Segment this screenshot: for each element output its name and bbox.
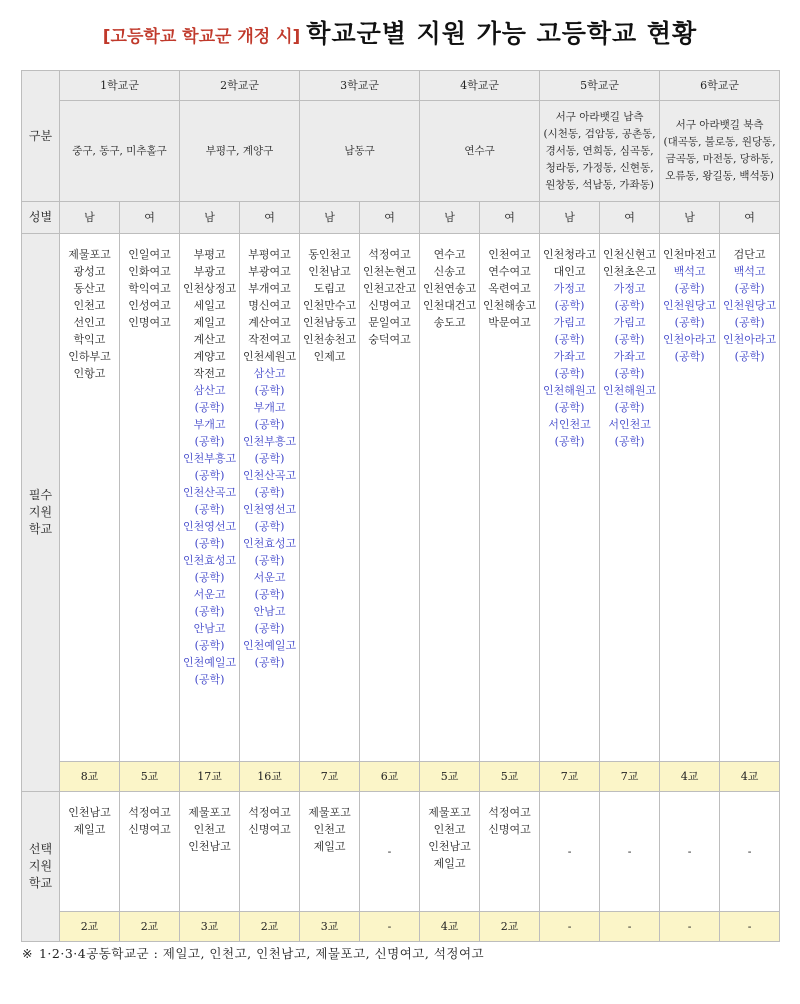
school-name: 부개고: [193, 418, 226, 431]
required-count: 7교: [600, 762, 660, 792]
school-name: (공학): [194, 639, 225, 652]
optional-school-cell: [120, 792, 180, 912]
school-name: (공학): [254, 384, 285, 397]
school-name: (공학): [614, 435, 645, 448]
required-count: 5교: [120, 762, 180, 792]
optional-school-cell: [540, 792, 600, 912]
school-name: (공학): [254, 520, 285, 533]
school-name: 연수고: [433, 248, 466, 261]
school-name: 인천고: [193, 823, 226, 836]
required-school-cell: [540, 234, 600, 762]
area-line: 부평구, 계양구: [205, 144, 274, 157]
school-name: 인천해원고: [603, 384, 657, 397]
gender-label: 성별: [22, 202, 60, 234]
gubun-label: 구분: [22, 71, 60, 202]
school-name: 부평여고: [248, 248, 291, 261]
school-name: (공학): [674, 282, 705, 295]
school-name: 연수여고: [488, 265, 531, 278]
school-name: 인항고: [73, 367, 106, 380]
school-name: -: [567, 845, 572, 858]
school-name: 가정고: [613, 282, 646, 295]
required-school-cell: [660, 234, 720, 762]
school-name: 인천아라고: [723, 333, 777, 346]
school-name: 박문여고: [488, 316, 531, 329]
school-name: (공학): [194, 537, 225, 550]
school-name: 학익고: [73, 333, 106, 346]
gender-male: 남: [60, 202, 120, 234]
page-title: [0, 14, 800, 50]
school-name: 부광고: [193, 265, 226, 278]
school-name: 백석고: [673, 265, 706, 278]
school-name: (공학): [194, 401, 225, 414]
optional-school-cell: [600, 792, 660, 912]
school-name: 부개여고: [248, 282, 291, 295]
school-name: -: [627, 845, 632, 858]
optional-count-row: [22, 912, 780, 942]
school-name: 삼산고: [253, 367, 286, 380]
school-name: 인천초은고: [603, 265, 657, 278]
gender-female: 여: [600, 202, 660, 234]
school-name: 선인고: [73, 316, 106, 329]
school-name: 문일여고: [368, 316, 411, 329]
required-count: 7교: [300, 762, 360, 792]
school-name: 인천산곡고: [182, 486, 237, 499]
area-line: 청라동, 가정동, 신현동,: [545, 161, 654, 174]
optional-count: 3교: [180, 912, 240, 942]
school-name: 석정여고: [488, 806, 531, 819]
school-name: (공학): [194, 673, 225, 686]
school-name: 인천고: [313, 823, 346, 836]
school-name: (공학): [254, 622, 285, 635]
required-count: 16교: [240, 762, 300, 792]
optional-schools-row: [22, 792, 780, 912]
school-name: (공학): [614, 401, 645, 414]
required-school-cell: [120, 234, 180, 762]
school-name: 인천해원고: [542, 384, 597, 397]
school-name: 인제고: [313, 350, 346, 363]
school-name: 인명여고: [128, 316, 171, 329]
required-label: 필수 지원 학교: [22, 234, 60, 792]
group-name: 6학교군: [660, 71, 780, 101]
title-main: 학교군별 지원 가능 고등학교 현황: [306, 19, 698, 48]
school-name: 부평고: [193, 248, 226, 261]
footnote: ※ 1·2·3·4공동학교군 : 제일고, 인천고, 인천남고, 제물포고, 신명여고, 석정여고: [22, 946, 485, 961]
school-name: 신명여고: [488, 823, 531, 836]
required-count: 6교: [360, 762, 420, 792]
optional-count: 2교: [480, 912, 540, 942]
required-school-cell: [720, 234, 780, 762]
gender-male: 남: [540, 202, 600, 234]
school-name: (공학): [194, 503, 225, 516]
area-line: 연수구: [464, 144, 495, 157]
school-name: 옥련여고: [488, 282, 531, 295]
school-name: (공학): [554, 299, 585, 312]
school-name: 동인천고: [308, 248, 351, 261]
school-name: 인천남고: [68, 806, 111, 819]
school-name: 안남고: [193, 622, 226, 635]
school-name: 광성고: [73, 265, 106, 278]
school-name: 부개고: [253, 401, 286, 414]
school-name: 인천남고: [188, 840, 231, 853]
school-name: (공학): [734, 316, 765, 329]
group-name-row: [22, 71, 780, 101]
school-name: 제물포고: [308, 806, 351, 819]
school-name: (공학): [734, 350, 765, 363]
school-name: 제일고: [313, 840, 346, 853]
school-name: 인천고: [73, 299, 106, 312]
optional-count: 4교: [420, 912, 480, 942]
school-name: 검단고: [733, 248, 766, 261]
area-line: (대곡동, 불로동, 원당동,: [663, 136, 776, 148]
school-name: 인천아라고: [663, 333, 717, 346]
optional-count: 2교: [60, 912, 120, 942]
gender-male: 남: [180, 202, 240, 234]
school-name: 가림고: [553, 316, 586, 329]
area-line: 금곡동, 마전동, 당하동,: [665, 153, 774, 165]
required-count: 5교: [480, 762, 540, 792]
school-name: 인천세원고: [242, 350, 297, 363]
school-name: 제일고: [193, 316, 226, 329]
school-name: (공학): [674, 316, 705, 329]
required-count-row: [22, 762, 780, 792]
school-name: 가정고: [553, 282, 586, 295]
school-name: 인천남고: [428, 840, 471, 853]
group-area: [420, 101, 540, 202]
school-name: 인화여고: [128, 265, 171, 278]
school-name: 인천부흥고: [182, 452, 237, 465]
required-school-cell: [240, 234, 300, 762]
school-name: -: [747, 845, 752, 858]
group-area: [180, 101, 300, 202]
school-name: 인천남고: [308, 265, 351, 278]
gender-female: 여: [480, 202, 540, 234]
required-school-cell: [180, 234, 240, 762]
area-line: 경서동, 연희동, 심곡동,: [545, 144, 654, 157]
school-name: (공학): [254, 452, 285, 465]
area-line: 남동구: [344, 144, 375, 157]
school-name: (공학): [194, 469, 225, 482]
optional-count: -: [660, 912, 720, 942]
school-name: 동산고: [73, 282, 106, 295]
school-name: 도림고: [313, 282, 346, 295]
group-name: 2학교군: [180, 71, 300, 101]
required-school-cell: [420, 234, 480, 762]
group-name: 3학교군: [300, 71, 420, 101]
school-name: (공학): [674, 350, 705, 363]
school-name: 가좌고: [553, 350, 586, 363]
optional-school-cell: [480, 792, 540, 912]
area-line: 서구 아라뱃길 남측: [555, 110, 644, 123]
school-name: (공학): [254, 486, 285, 499]
gender-female: 여: [360, 202, 420, 234]
school-name: (공학): [554, 367, 585, 380]
school-name: 세일고: [193, 299, 226, 312]
area-line: 중구, 동구, 미추홀구: [72, 144, 167, 157]
area-line: 원창동, 석남동, 가좌동): [545, 178, 654, 191]
required-schools-row: [22, 234, 780, 762]
school-name: 인천남동고: [302, 316, 357, 329]
school-name: 인천원당고: [663, 299, 717, 312]
school-group-table: [21, 70, 780, 942]
school-name: 제물포고: [188, 806, 231, 819]
school-name: 인성여고: [128, 299, 171, 312]
group-area: [660, 101, 780, 202]
school-name: 부광여고: [248, 265, 291, 278]
optional-school-cell: [660, 792, 720, 912]
school-name: 명신여고: [248, 299, 291, 312]
school-name: 계양고: [193, 350, 226, 363]
school-name: (공학): [194, 605, 225, 618]
required-school-cell: [300, 234, 360, 762]
school-name: 인천효성고: [182, 554, 237, 567]
school-name: 인천신현고: [603, 248, 657, 261]
school-name: 제일고: [73, 823, 106, 836]
optional-count: -: [540, 912, 600, 942]
school-name: 인천대건고: [422, 299, 477, 312]
gender-row: [22, 202, 780, 234]
school-name: 인천연송고: [422, 282, 477, 295]
optional-school-cell: [360, 792, 420, 912]
school-name: 인천상정고: [182, 282, 237, 295]
school-name: (공학): [614, 367, 645, 380]
optional-count: 2교: [240, 912, 300, 942]
school-name: (공학): [254, 588, 285, 601]
school-name: 삼산고: [193, 384, 226, 397]
school-name: (공학): [194, 435, 225, 448]
school-name: 가림고: [613, 316, 646, 329]
gender-female: 여: [720, 202, 780, 234]
optional-count: -: [720, 912, 780, 942]
group-area-row: [22, 101, 780, 202]
school-name: 제일고: [433, 857, 466, 870]
school-name: 석정여고: [128, 806, 171, 819]
optional-label: 선택 지원 학교: [22, 792, 60, 942]
school-name: (공학): [554, 401, 585, 414]
school-name: (공학): [554, 435, 585, 448]
optional-count: 2교: [120, 912, 180, 942]
required-count: 8교: [60, 762, 120, 792]
school-name: (공학): [254, 656, 285, 669]
school-name: 서인천고: [608, 418, 651, 431]
school-name: 인천송천고: [302, 333, 357, 346]
group-name: 5학교군: [540, 71, 660, 101]
title-prefix: [고등학교 학교군 개정 시]: [102, 27, 301, 47]
school-name: 인천원당고: [723, 299, 777, 312]
school-name: 서운고: [193, 588, 226, 601]
required-count: 5교: [420, 762, 480, 792]
group-area: [300, 101, 420, 202]
school-name: 안남고: [253, 605, 286, 618]
school-name: 인천해송고: [482, 299, 537, 312]
area-line: (시천동, 검암동, 공촌동,: [543, 127, 656, 140]
school-name: 석정여고: [368, 248, 411, 261]
area-line: 오류동, 왕길동, 백석동): [665, 170, 774, 182]
school-name: 인천효성고: [242, 537, 297, 550]
school-name: 대인고: [553, 265, 586, 278]
gender-male: 남: [420, 202, 480, 234]
school-name: 작전고: [193, 367, 226, 380]
optional-count: 3교: [300, 912, 360, 942]
optional-school-cell: [300, 792, 360, 912]
school-name: 석정여고: [248, 806, 291, 819]
school-name: 서인천고: [548, 418, 591, 431]
school-name: -: [687, 845, 692, 858]
optional-count: -: [600, 912, 660, 942]
school-name: 제물포고: [68, 248, 111, 261]
school-name: 서운고: [253, 571, 286, 584]
school-name: 인천영선고: [182, 520, 237, 533]
school-name: -: [387, 845, 392, 858]
school-name: 인천예일고: [182, 656, 237, 669]
school-name: 송도고: [433, 316, 466, 329]
school-name: (공학): [614, 333, 645, 346]
required-school-cell: [60, 234, 120, 762]
school-name: 백석고: [733, 265, 766, 278]
school-name: 인천마전고: [663, 248, 717, 261]
school-name: 인천산곡고: [242, 469, 297, 482]
group-name: 4학교군: [420, 71, 540, 101]
school-name: 인천고잔고: [362, 282, 417, 295]
optional-school-cell: [60, 792, 120, 912]
school-name: 신명여고: [128, 823, 171, 836]
school-name: (공학): [554, 333, 585, 346]
school-name: 인천부흥고: [242, 435, 297, 448]
gender-female: 여: [120, 202, 180, 234]
optional-school-cell: [240, 792, 300, 912]
optional-school-cell: [180, 792, 240, 912]
school-name: (공학): [254, 554, 285, 567]
school-name: 인천논현고: [362, 265, 417, 278]
optional-count: -: [360, 912, 420, 942]
gender-female: 여: [240, 202, 300, 234]
optional-school-cell: [420, 792, 480, 912]
school-name: 가좌고: [613, 350, 646, 363]
school-name: (공학): [194, 571, 225, 584]
required-count: 4교: [660, 762, 720, 792]
school-name: 신송고: [433, 265, 466, 278]
required-school-cell: [360, 234, 420, 762]
school-name: 인천여고: [488, 248, 531, 261]
required-count: 17교: [180, 762, 240, 792]
optional-school-cell: [720, 792, 780, 912]
school-name: 인하부고: [68, 350, 111, 363]
school-name: 학익여고: [128, 282, 171, 295]
required-count: 7교: [540, 762, 600, 792]
school-name: 계산여고: [248, 316, 291, 329]
school-name: 숭덕여고: [368, 333, 411, 346]
school-name: 인천만수고: [302, 299, 357, 312]
school-name: 계산고: [193, 333, 226, 346]
area-line: 서구 아라뱃길 북측: [675, 119, 764, 131]
school-name: 신명여고: [248, 823, 291, 836]
school-name: 제물포고: [428, 806, 471, 819]
school-name: (공학): [614, 299, 645, 312]
school-name: 인천청라고: [542, 248, 597, 261]
group-name: 1학교군: [60, 71, 180, 101]
school-name: 인천고: [433, 823, 466, 836]
group-area: [540, 101, 660, 202]
school-name: (공학): [734, 282, 765, 295]
school-name: 작전여고: [248, 333, 291, 346]
school-name: 인일여고: [128, 248, 171, 261]
gender-male: 남: [300, 202, 360, 234]
required-school-cell: [600, 234, 660, 762]
required-count: 4교: [720, 762, 780, 792]
school-name: 인천영선고: [242, 503, 297, 516]
group-area: [60, 101, 180, 202]
school-name: (공학): [254, 418, 285, 431]
gender-male: 남: [660, 202, 720, 234]
required-school-cell: [480, 234, 540, 762]
school-name: 인천예일고: [242, 639, 297, 652]
school-name: 신명여고: [368, 299, 411, 312]
